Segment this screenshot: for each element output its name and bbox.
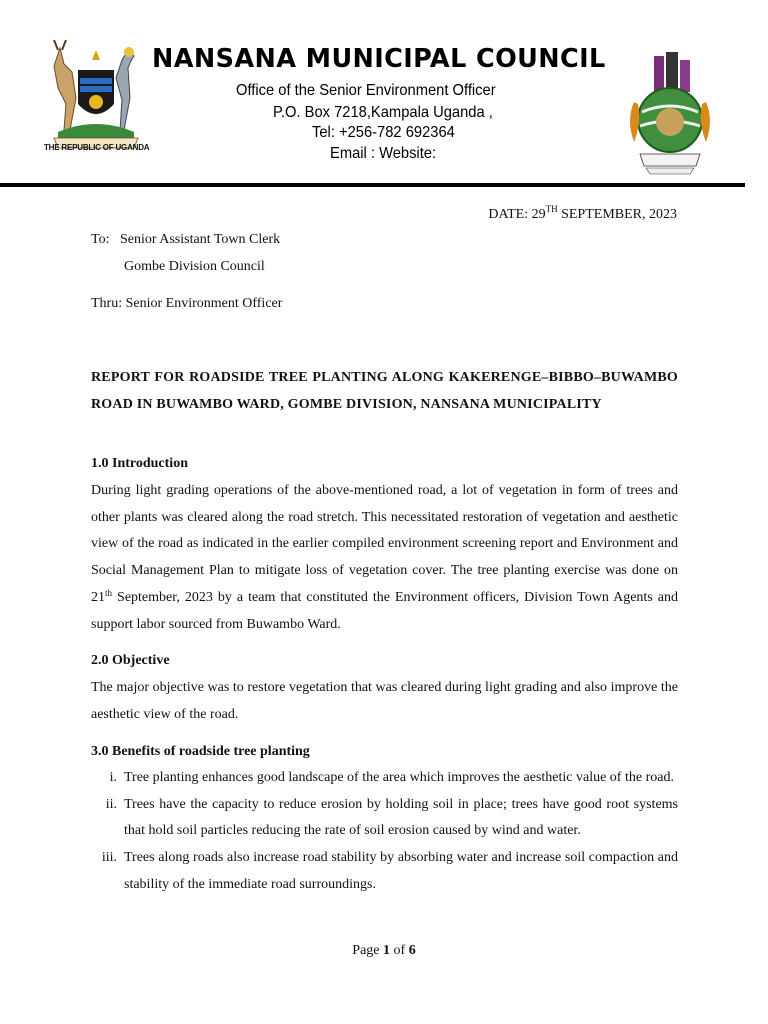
recipient-org-line: Gombe Division Council	[124, 259, 265, 274]
nansana-emblem-icon	[620, 50, 720, 178]
section-heading-benefits: 3.0 Benefits of roadside tree planting	[91, 744, 310, 759]
list-item-text: Trees along roads also increase road stability by absorbing water and increase soil compaction and stability of the immediate road surroundings.	[124, 850, 678, 892]
benefits-list	[91, 765, 678, 899]
list-item	[91, 792, 678, 845]
office-line: Office of the Senior Environment Officer	[236, 82, 496, 99]
list-item-number: iii.	[101, 850, 117, 866]
section-heading-introduction: 1.0 Introduction	[91, 456, 188, 471]
list-item	[91, 845, 678, 898]
section-heading-objective: 2.0 Objective	[91, 653, 170, 668]
email-line: Email : Website:	[330, 145, 437, 162]
objective-paragraph: The major objective was to restore vegetation that was cleared during light grading and also improve the aesthetic view of the road.	[91, 680, 678, 722]
list-item-number: ii.	[105, 796, 117, 812]
letter-date: DATE: 29TH SEPTEMBER, 2023	[488, 204, 677, 222]
list-item	[91, 765, 678, 792]
po-box-line: P.O. Box 7218,Kampala Uganda ,	[273, 104, 493, 121]
uganda-coat-of-arms-icon	[44, 38, 148, 156]
republic-caption: THE REPUBLIC OF UGANDA	[44, 143, 150, 152]
header-divider	[0, 183, 745, 187]
telephone-line: Tel: +256-782 692364	[312, 124, 455, 141]
list-item-text: Tree planting enhances good landscape of the area which improves the aesthetic value of the road.	[124, 770, 674, 785]
introduction-paragraph: During light grading operations of the above-mentioned road, a lot of vegetation in form of trees and other plants was cleared along the road stretch. This necessitated restoration of vegetation and aesthetic view of the road as indicated in the earlier compiled environment screening report and Environment and Social Management Plan to mitigate loss of vegetation cover. The tree planting exercise was done on 21th September, 2023 by a team that constituted the Environment officers, Division Town Agents and support labor sourced from Buwambo Ward.	[91, 483, 678, 632]
through-line: Thru: Senior Environment Officer	[91, 296, 283, 311]
page-number: Page 1 of 6	[352, 943, 416, 958]
report-title: REPORT FOR ROADSIDE TREE PLANTING ALONG KAKERENGE–BIBBO–BUWAMBO ROAD IN BUWAMBO WARD, GOMBE DIVISION, NANSANA MUNICIPALITY	[91, 370, 678, 412]
council-name: NANSANA MUNICIPAL COUNCIL	[152, 44, 606, 74]
list-item-number: i.	[109, 770, 117, 785]
list-item-text: Trees have the capacity to reduce erosion by holding soil in place; trees have good root systems that hold soil particles reducing the rate of soil erosion caused by wind and water.	[124, 796, 678, 839]
recipient-line: To: Senior Assistant Town Clerk	[91, 232, 281, 247]
